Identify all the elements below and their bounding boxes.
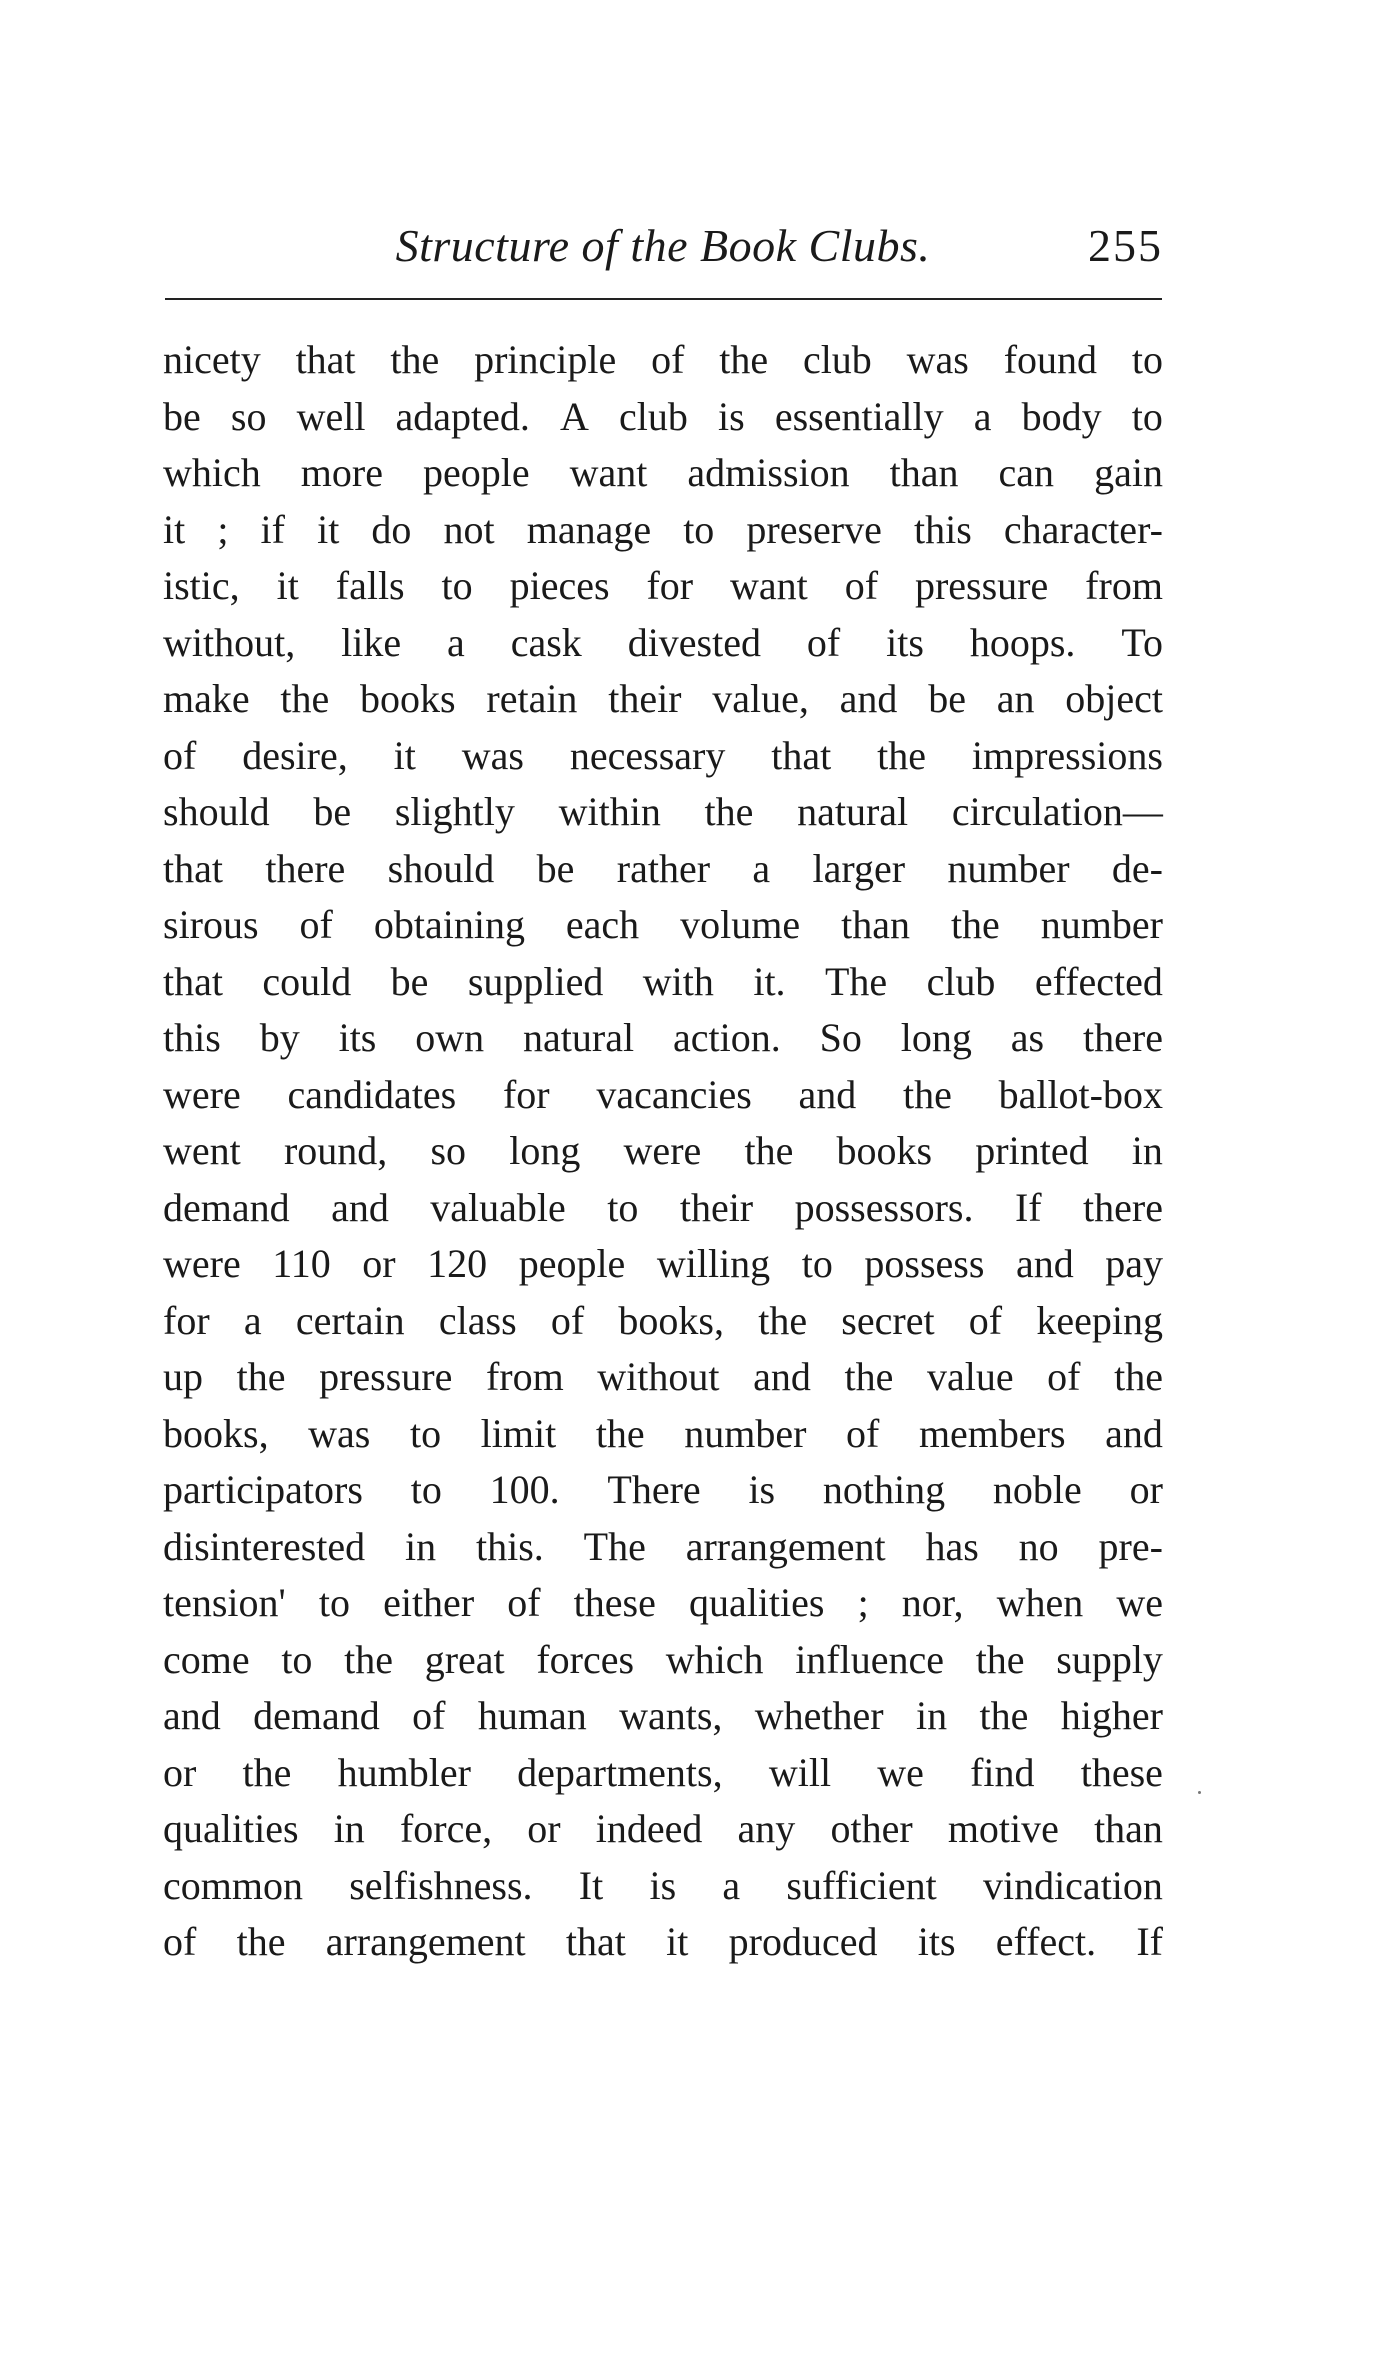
text-line: tension' to either of these qualities ; nor, when we xyxy=(163,1580,1163,1625)
text-line: come to the great forces which influence the supply xyxy=(163,1636,1163,1682)
text-line: without, like a cask divested of its hoops. To xyxy=(163,619,1163,665)
text-line: and demand of human wants, whether in the higher xyxy=(163,1693,1163,1738)
text-line: it ; if it do not manage to preserve this character- xyxy=(163,506,1163,552)
text-line: sirous of obtaining each volume than the number xyxy=(163,902,1163,947)
body-text xyxy=(163,332,1163,1971)
text-line: istic, it falls to pieces for want of pressure from xyxy=(163,563,1163,608)
running-head-title: Structure of the Book Clubs. xyxy=(395,220,931,271)
text-line: that could be supplied with it. The club effected xyxy=(163,958,1163,1004)
text-line: for a certain class of books, the secret of keeping xyxy=(163,1297,1163,1343)
running-head xyxy=(163,212,1163,282)
text-line: should be slightly within the natural circulation— xyxy=(163,789,1163,834)
text-line: that there should be rather a larger number de- xyxy=(163,845,1163,891)
page-number: 255 xyxy=(1088,220,1163,271)
text-line: books, was to limit the number of members and xyxy=(163,1410,1163,1456)
text-line: of desire, it was necessary that the impressions xyxy=(163,732,1163,778)
header-rule xyxy=(165,298,1162,300)
text-line: went round, so long were the books printed in xyxy=(163,1128,1163,1173)
text-line: or the humbler departments, will we find these xyxy=(163,1749,1163,1795)
text-line: participators to 100. There is nothing noble or xyxy=(163,1467,1163,1512)
text-line: disinterested in this. The arrangement has no pre- xyxy=(163,1523,1163,1569)
text-line: nicety that the principle of the club was found to xyxy=(163,337,1163,382)
text-line: be so well adapted. A club is essentially a body to xyxy=(163,393,1163,439)
text-line: were candidates for vacancies and the ballot-box xyxy=(163,1071,1163,1117)
text-line: were 110 or 120 people willing to possess and pay xyxy=(163,1241,1163,1286)
text-line: up the pressure from without and the value of the xyxy=(163,1354,1163,1399)
text-line: this by its own natural action. So long as there xyxy=(163,1015,1163,1060)
stray-ink-mark xyxy=(1198,1791,1201,1794)
text-line: common selfishness. It is a sufficient vindication xyxy=(163,1862,1163,1908)
text-line: of the arrangement that it produced its effect. If xyxy=(163,1919,1163,1964)
text-line: qualities in force, or indeed any other motive than xyxy=(163,1806,1163,1851)
text-line: demand and valuable to their possessors. If there xyxy=(163,1184,1163,1230)
text-line: make the books retain their value, and be an object xyxy=(163,676,1163,721)
text-line: which more people want admission than can gain xyxy=(163,450,1163,495)
